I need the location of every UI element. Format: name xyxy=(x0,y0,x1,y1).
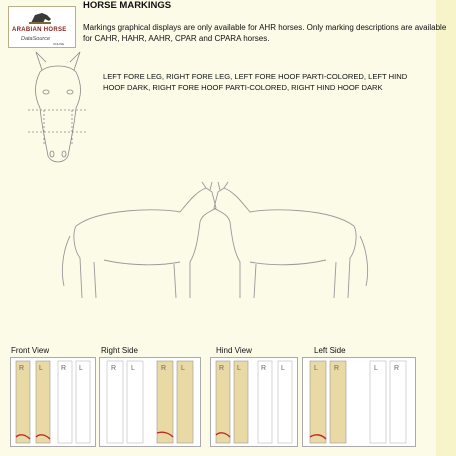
arabian-horse-datasource-logo[interactable] xyxy=(8,6,76,48)
front-view-label: Front View xyxy=(11,346,50,355)
leg-letter: L xyxy=(79,365,83,372)
leg-letter: R xyxy=(111,365,117,372)
leg-letter: L xyxy=(237,365,241,372)
leg-letter: R xyxy=(19,365,25,372)
leg-letter: L xyxy=(314,365,318,372)
horse-head-diagram xyxy=(24,48,94,168)
logo-subtext: DataSource xyxy=(21,36,51,42)
front-view-legs xyxy=(10,357,96,447)
logo-text: ARABIAN HORSE xyxy=(12,27,67,33)
leg-letter: R xyxy=(261,365,267,372)
hind-view-legs xyxy=(210,357,298,447)
horses-side-view-diagram xyxy=(50,178,380,318)
left-side-label: Left Side xyxy=(314,346,346,355)
leg-letter: R xyxy=(334,365,340,372)
leg-letter: L xyxy=(39,365,43,372)
leg-letter: R xyxy=(394,365,400,372)
leg-letter: R xyxy=(219,365,225,372)
intro-text: Markings graphical displays are only available for AHR horses. Only marking descriptions are available for CAHR, HAHR, AAHR, CPAR and CPARA horses. xyxy=(83,23,447,43)
leg-letter: L xyxy=(181,365,185,372)
leg-letter: R xyxy=(61,365,67,372)
leg-letter: L xyxy=(131,365,135,372)
page-title: HORSE MARKINGS xyxy=(83,0,172,11)
leg-letter: R xyxy=(161,365,167,372)
right-side-label: Right Side xyxy=(101,346,138,355)
right-side-legs xyxy=(99,357,201,447)
hind-view-label: Hind View xyxy=(216,346,252,355)
logo-online-text: ONLINE xyxy=(53,42,65,46)
markings-description: LEFT FORE LEG, RIGHT FORE LEG, LEFT FORE HOOF PARTI-COLORED, LEFT HIND HOOF DARK, RIGHT FORE HOOF PARTI-COLORED, RIGHT HIND HOOF DARK xyxy=(103,72,408,92)
leg-letter: L xyxy=(281,365,285,372)
leg-letter: L xyxy=(374,365,378,372)
left-side-legs xyxy=(302,357,416,447)
